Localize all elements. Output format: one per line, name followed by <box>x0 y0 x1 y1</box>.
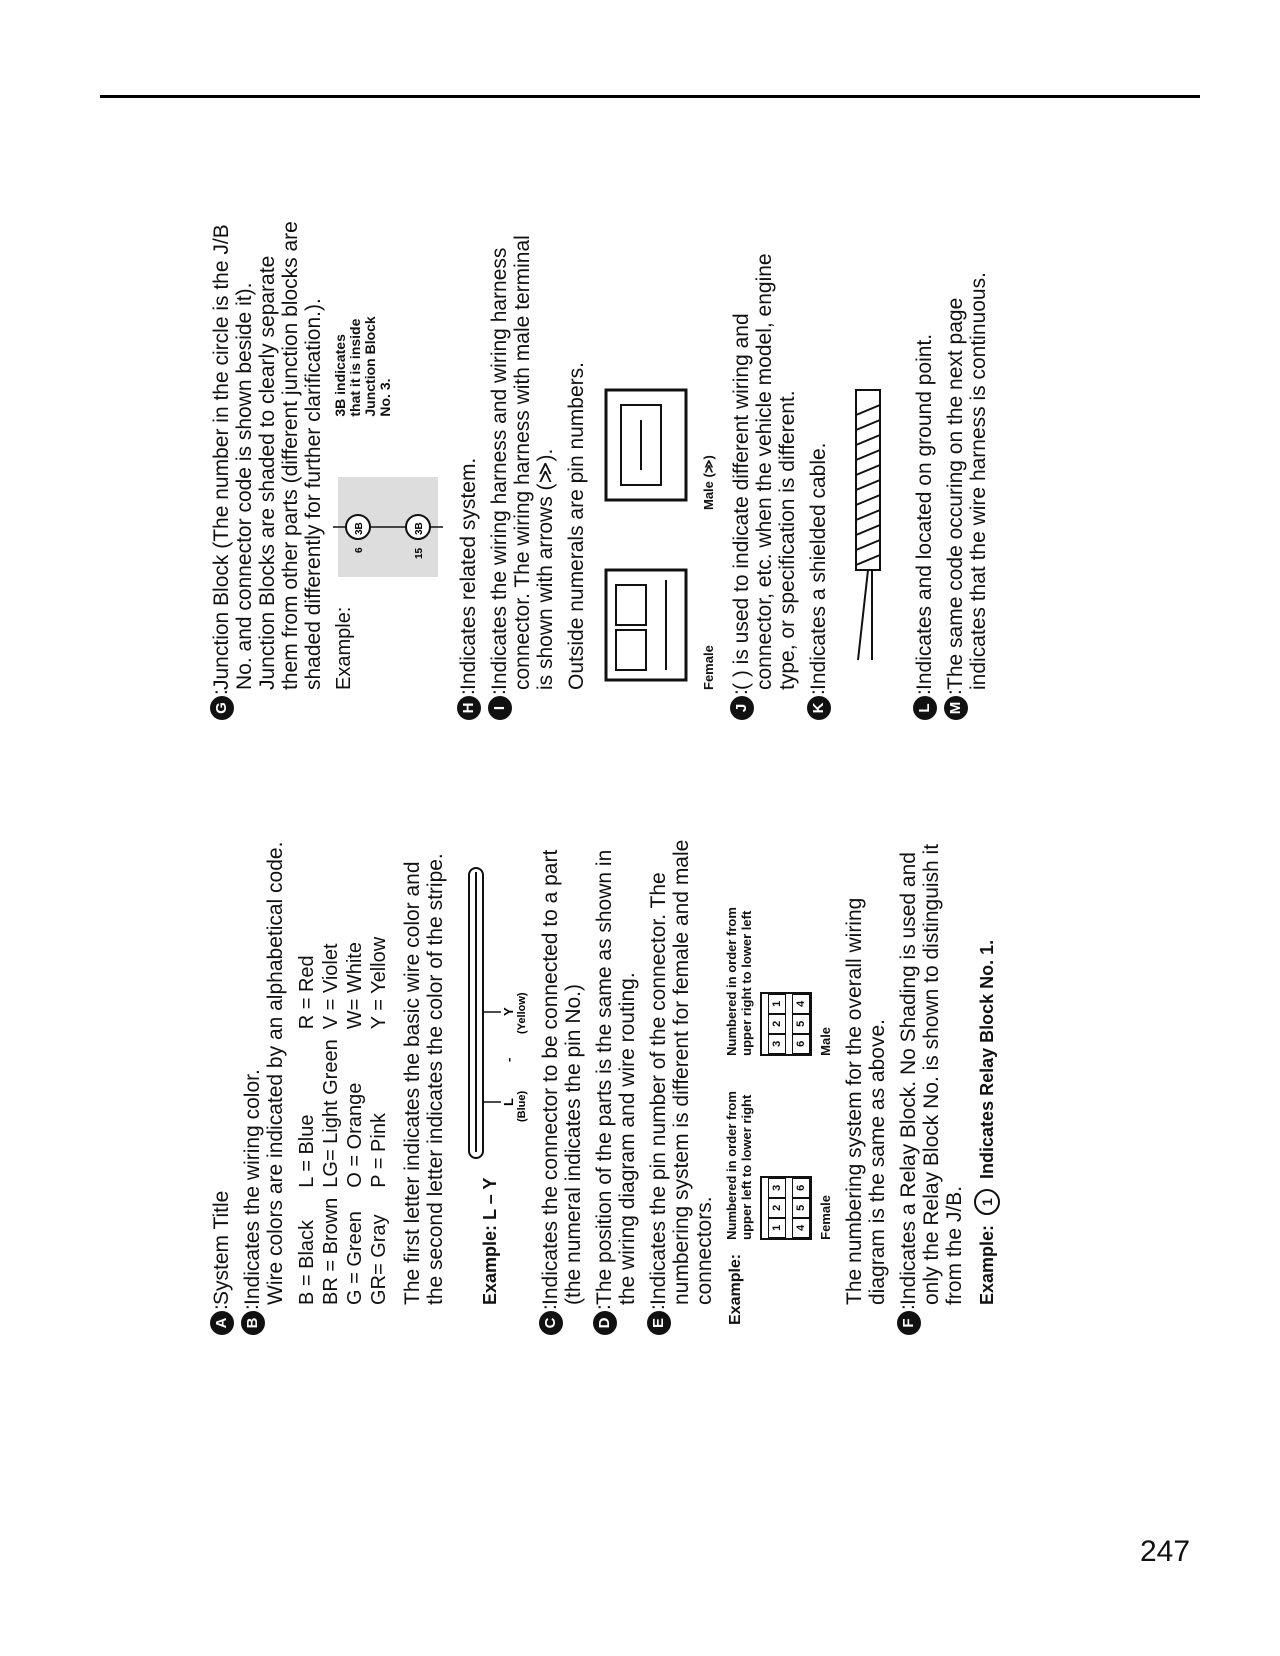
wire-l-letter: L <box>501 1097 516 1106</box>
badge-c: C <box>539 1311 563 1335</box>
legend-item-j: J : ( ) is used to indicate different wiring and connector, etc. when the vehicle model, engine type, or specification is different. <box>730 220 799 720</box>
legend-subtext: Wire colors are indicated by an alphabetical code. <box>264 841 287 1305</box>
male-harness <box>596 370 716 510</box>
wire-color-table <box>295 927 391 1305</box>
pin-number: 4 <box>792 1218 810 1238</box>
jb-code-bottom: 3B <box>414 521 425 535</box>
pin-number: 6 <box>792 1178 810 1198</box>
color-code: LG= Light Green <box>320 1039 342 1188</box>
relay-example <box>974 835 1000 1305</box>
legend-text: Indicates a shielded cable. <box>807 442 830 690</box>
pin-number: 2 <box>768 1198 786 1218</box>
male-connector-drawing <box>596 370 696 510</box>
legend-text: Indicates the pin number of the connector. The numbering system is different for female and male connectors. <box>647 839 716 1305</box>
legend-item-k: K : Indicates a shielded cable. <box>807 220 830 720</box>
legend-item-a: A : System Title <box>210 835 233 1335</box>
legend-text: Indicates related system. <box>457 457 480 690</box>
junction-block-figure <box>333 437 443 587</box>
male-label: Male <box>818 1026 833 1056</box>
legend-text: Junction Block (The number in the circle is the J/B No. and connector code is shown beside it). Junction Blocks are shaded to clearly separate them from other parts (different junction blocks are shaded differently for further clarification.). <box>210 221 325 690</box>
legend-item-d: D : The position of the parts is the same as shown in the wiring diagram and wire routing. <box>593 835 639 1335</box>
badge-a: A <box>210 1311 234 1335</box>
harness-connector-figure <box>596 220 716 690</box>
color-code: P = Pink <box>368 1113 390 1188</box>
legend-item-l: L : Indicates and located on ground point. <box>913 220 936 720</box>
color-code: BR = Brown <box>320 1197 342 1305</box>
legend-item-i: I : Indicates the wiring harness and wiring harness connector. The wiring harness with male terminal is shown with arrows (≫). Outside numerals are pin numbers. <box>488 220 588 720</box>
legend-text: ( ) is used to indicate different wiring and connector, etc. when the vehicle model, engine type, or specification is different. <box>730 253 799 690</box>
right-column <box>210 220 998 720</box>
junction-note: 3B indicates that it is inside Junction Block No. 3. <box>332 316 393 417</box>
female-label: Female <box>818 1195 833 1240</box>
pin-number: 1 <box>768 1218 786 1238</box>
legend-item-b: B : Indicates the wiring color. Wire colors are indicated by an alphabetical code. <box>241 835 287 1335</box>
legend-item-f: F : Indicates a Relay Block. No Shading is used and only the Relay Block No. is shown to distinguish it from the J/B. <box>897 835 966 1335</box>
legend-text: System Title <box>210 1190 233 1305</box>
pin-number: 5 <box>792 1014 810 1034</box>
female-harness-label: Female <box>701 645 716 690</box>
color-code: V = Violet <box>320 943 342 1030</box>
jb-code-top: 3B <box>354 521 365 535</box>
female-connector-drawing <box>596 550 696 690</box>
badge-e: E <box>647 1311 671 1335</box>
legend-item-e: E : Indicates the pin number of the connector. The numbering system is different for female and male connectors. <box>647 835 716 1335</box>
badge-m: M <box>944 696 968 720</box>
pin-number: 5 <box>792 1198 810 1218</box>
wire-yellow-label: (Yellow) <box>516 992 528 1034</box>
color-code: O = Orange <box>344 1082 366 1188</box>
legend-text: Indicates a Relay Block. No Shading is used and only the Relay Block No. is shown to distinguish it from the J/B. <box>897 843 966 1305</box>
pin-example <box>724 835 833 1325</box>
relay-circle-icon: 1 <box>974 1189 1000 1215</box>
color-note: The first letter indicates the basic wire color and the second letter indicates the color of the stripe. <box>401 853 447 1305</box>
rotated-page-content <box>209 221 1110 1410</box>
color-code: B = Black <box>296 1219 318 1305</box>
badge-b: B <box>241 1311 265 1335</box>
legend-text: Indicates the wiring harness and wiring harness connector. The wiring harness with male terminal is shown with arrows (≫). <box>488 235 557 690</box>
female-caption: Numbered in order from upper left to lower right <box>724 1091 754 1240</box>
badge-g: G <box>210 696 234 720</box>
striped-wire-figure <box>455 862 528 1162</box>
legend-text: The position of the parts is the same as shown in the wiring diagram and wire routing. <box>593 849 639 1305</box>
pin-number: 2 <box>768 1014 786 1034</box>
female-pin-figure <box>724 1070 833 1240</box>
legend-item-m: M : The same code occuring on the next page indicates that the wire harness is continuous. <box>944 220 990 720</box>
male-caption: Numbered in order from upper right to lower left <box>724 907 754 1056</box>
pin-number: 4 <box>792 994 810 1014</box>
badge-j: J <box>730 696 754 720</box>
legend-text: Indicates the connector to be connected to a part (the numeral indicates the pin No.) <box>539 849 585 1305</box>
male-harness-label: Male (≫) <box>701 455 716 510</box>
badge-k: K <box>807 696 831 720</box>
top-rule <box>100 95 1200 98</box>
badge-d: D <box>593 1311 617 1335</box>
legend-item-c: C : Indicates the connector to be connected to a part (the numeral indicates the pin No.) <box>539 835 585 1335</box>
female-connector <box>760 1070 812 1240</box>
numbering-note: The numbering system for the overall wiring diagram is the same as above. <box>843 897 889 1305</box>
pin-number: 3 <box>768 1034 786 1054</box>
legend-item-g: G : Junction Block (The number in the circle is the J/B No. and connector code is shown beside it). Junction Blocks are shaded to clearly separate them from other parts (different junction blocks are shaded differently for further clarification.). <box>210 220 325 720</box>
legend-text: The same code occuring on the next page indicates that the wire harness is continuous. <box>944 272 990 690</box>
male-pin-figure <box>724 886 833 1056</box>
wire-blue-label: (Blue) <box>516 1090 528 1122</box>
legend-subtext: Outside numerals are pin numbers. <box>565 362 588 690</box>
junction-example-label: Example: <box>333 606 355 690</box>
badge-l: L <box>913 696 937 720</box>
wire-y-letter: Y <box>501 1006 516 1016</box>
pin-number: 1 <box>768 994 786 1014</box>
wire-example <box>455 835 528 1305</box>
relay-example-label: Example: <box>976 1224 997 1305</box>
legend-item-h: H : Indicates related system. <box>457 220 480 720</box>
color-code: L = Blue <box>296 1114 318 1188</box>
color-code: Y = Yellow <box>368 936 390 1030</box>
color-code: G = Green <box>344 1211 366 1305</box>
pin-number: 3 <box>768 1178 786 1198</box>
male-connector <box>760 886 812 1056</box>
badge-f: F <box>897 1311 921 1335</box>
wire-dash: - <box>501 1057 516 1062</box>
wire-example-label: Example: L – Y <box>479 1177 500 1305</box>
pin-example-label: Example: <box>727 1253 744 1325</box>
legend-text: Indicates the wiring color. <box>241 1069 264 1305</box>
junction-example <box>333 220 443 690</box>
badge-i: I <box>488 696 512 720</box>
pin-number: 6 <box>792 1034 810 1054</box>
jb-pin-top: 6 <box>354 547 365 553</box>
shielded-cable-figure <box>838 360 898 660</box>
page-number: 247 <box>1140 1535 1191 1568</box>
relay-example-text: Indicates Relay Block No. 1. <box>976 939 997 1179</box>
badge-h: H <box>457 696 481 720</box>
female-harness <box>596 550 716 690</box>
left-column <box>210 835 1000 1335</box>
color-code: W= White <box>344 942 366 1030</box>
legend-text: Indicates and located on ground point. <box>913 333 936 690</box>
color-code: GR= Gray <box>368 1214 390 1305</box>
color-code: R = Red <box>296 955 318 1030</box>
jb-pin-bottom: 15 <box>414 547 425 559</box>
